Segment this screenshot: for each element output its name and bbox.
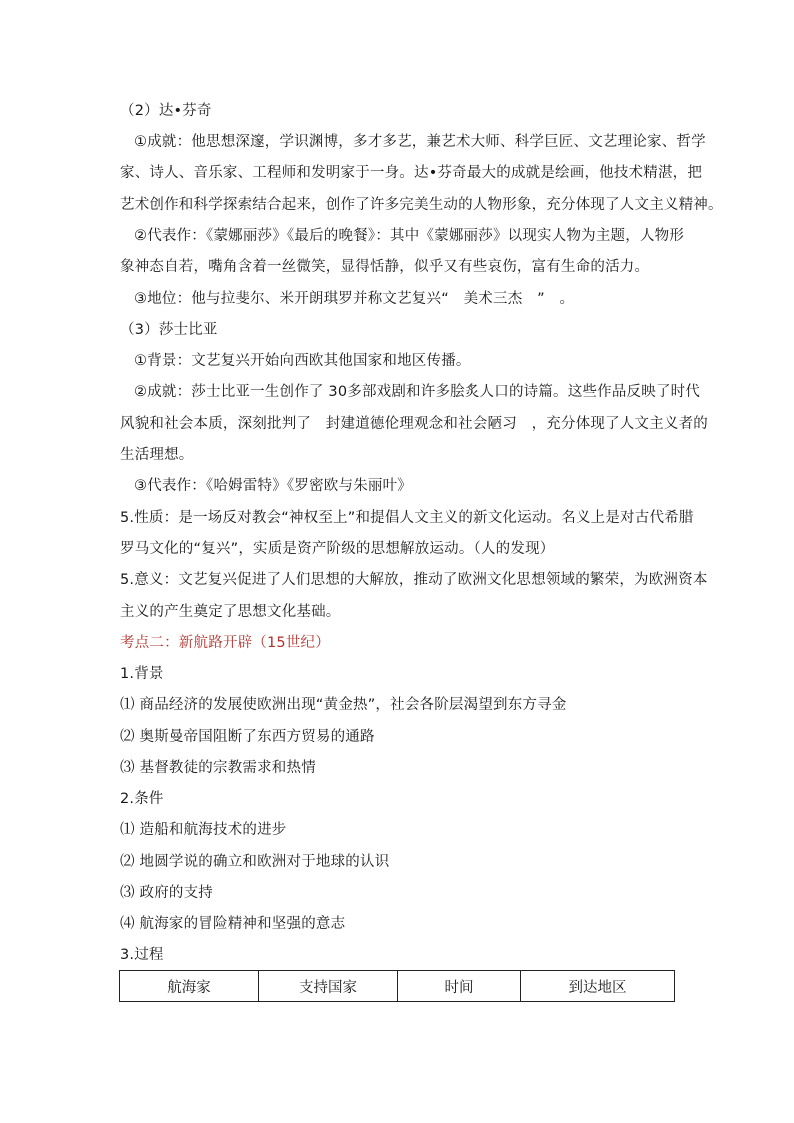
list-item: ⑶ 政府的支持 [120, 885, 214, 901]
paragraph-line: 生活理想。 [120, 447, 194, 463]
list-item: ⑶ 基督教徒的宗教需求和热情 [120, 760, 316, 776]
table-header-destination: 到达地区 [521, 971, 675, 1002]
paragraph-line: 家、诗人、音乐家、工程师和发明家于一身。达•芬奇最大的成就是绘画，他技术精湛，把 [120, 165, 703, 181]
paragraph-line: ②成就：莎士比亚一生创作了 30多部戏剧和许多脍炙人口的诗篇。这些作品反映了时代 [134, 384, 701, 400]
paragraph-line: 罗马文化的“复兴”，实质是资产阶级的思想解放运动。（人的发现） [120, 541, 555, 557]
paragraph-line: 象神态自若，嘴角含着一丝微笑，显得恬静，似乎又有些哀伤，富有生命的活力。 [120, 259, 650, 275]
paragraph-line: 5.性质：是一场反对教会“神权至上”和提倡人文主义的新文化运动。名义上是对古代希腊 [120, 510, 694, 526]
table-header-country: 支持国家 [259, 971, 398, 1002]
subheading-conditions: 2.条件 [120, 791, 164, 807]
process-table [119, 970, 675, 1002]
heading-shakespeare: （3）莎士比亚 [120, 322, 218, 338]
table-header-time: 时间 [398, 971, 521, 1002]
paragraph-line: ②代表作：《蒙娜丽莎》《最后的晚餐》：其中《蒙娜丽莎》以现实人物为主题，人物形 [134, 228, 685, 244]
table-header-navigator: 航海家 [120, 971, 259, 1002]
paragraph-line: ③代表作：《哈姆雷特》《罗密欧与朱丽叶》 [134, 478, 412, 494]
paragraph-line: 主义的产生奠定了思想文化基础。 [120, 604, 341, 620]
paragraph-line: ③地位：他与拉斐尔、米开朗琪罗并称文艺复兴“ 美术三杰 ” 。 [134, 291, 575, 307]
table-header-row [120, 971, 675, 1002]
section-heading-new-routes: 考点二：新航路开辟（15世纪） [120, 635, 330, 651]
subheading-background: 1.背景 [120, 666, 164, 682]
list-item: ⑵ 地圆学说的确立和欧洲对于地球的认识 [120, 854, 390, 870]
paragraph-line: ①背景：文艺复兴开始向西欧其他国家和地区传播。 [134, 353, 471, 369]
heading-da-vinci: （2）达•芬奇 [120, 103, 212, 119]
paragraph-line: 5.意义：文艺复兴促进了人们思想的大解放，推动了欧洲文化思想领域的繁荣，为欧洲资本 [120, 572, 708, 588]
paragraph-line: ①成就：他思想深邃，学识渊博，多才多艺，兼艺术大师、科学巨匠、文艺理论家、哲学 [134, 134, 706, 150]
paragraph-line: 风貌和社会本质，深刻批判了 封建道德伦理观念和社会陋习 ，充分体现了人文主义者的 [120, 416, 708, 432]
list-item: ⑵ 奥斯曼帝国阻断了东西方贸易的通路 [120, 729, 375, 745]
paragraph-line: 艺术创作和科学探索结合起来，创作了许多完美生动的人物形象，充分体现了人文主义精神。 [120, 197, 723, 213]
subheading-process: 3.过程 [120, 947, 164, 963]
list-item: ⑷ 航海家的冒险精神和坚强的意志 [120, 916, 346, 932]
list-item: ⑴ 造船和航海技术的进步 [120, 822, 287, 838]
list-item: ⑴ 商品经济的发展使欧洲出现“黄金热”，社会各阶层渴望到东方寻金 [120, 697, 567, 713]
